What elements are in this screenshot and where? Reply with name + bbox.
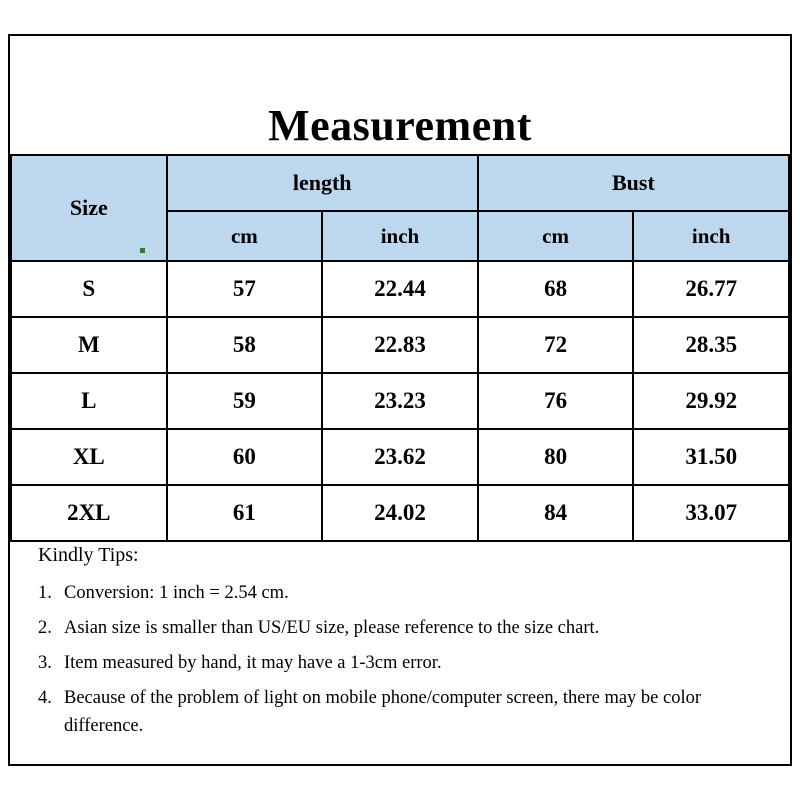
- cell-bust-inch: 33.07: [633, 485, 789, 541]
- table-row: [11, 373, 789, 429]
- list-item: Conversion: 1 inch = 2.54 cm.: [64, 583, 289, 603]
- size-chart-sheet: [8, 34, 792, 766]
- sub-header-bust-cm: cm: [478, 211, 634, 261]
- page-title: Measurement: [11, 96, 789, 155]
- column-header-bust: Bust: [478, 155, 789, 211]
- table-row: [11, 485, 789, 541]
- cell-bust-cm: 68: [478, 261, 634, 317]
- sub-header-length-cm: cm: [167, 211, 323, 261]
- cell-length-cm: 58: [167, 317, 323, 373]
- measurement-table-wrapper: [10, 96, 790, 542]
- cell-length-inch: 23.23: [322, 373, 478, 429]
- cell-size: S: [11, 261, 167, 317]
- cell-size: 2XL: [11, 485, 167, 541]
- cell-bust-inch: 26.77: [633, 261, 789, 317]
- cell-length-cm: 59: [167, 373, 323, 429]
- table-title-row: [11, 96, 789, 155]
- column-header-length: length: [167, 155, 478, 211]
- column-header-size: Size: [11, 155, 167, 261]
- cell-length-cm: 60: [167, 429, 323, 485]
- measurement-table: [10, 96, 790, 542]
- cell-bust-cm: 76: [478, 373, 634, 429]
- table-row: [11, 317, 789, 373]
- cell-length-inch: 22.83: [322, 317, 478, 373]
- list-item: Asian size is smaller than US/EU size, please reference to the size chart.: [64, 617, 600, 638]
- cell-bust-inch: 31.50: [633, 429, 789, 485]
- cell-length-inch: 22.44: [322, 261, 478, 317]
- cell-length-cm: 61: [167, 485, 323, 541]
- cell-size: L: [11, 373, 167, 429]
- list-item: Item measured by hand, it may have a 1-3cm error.: [64, 652, 442, 673]
- cell-size: M: [11, 317, 167, 373]
- cell-length-inch: 24.02: [322, 485, 478, 541]
- table-group-header-row: [11, 155, 789, 211]
- kindly-tips-section: [38, 544, 762, 747]
- table-row: [11, 429, 789, 485]
- table-row: [11, 261, 789, 317]
- cell-bust-inch: 28.35: [633, 317, 789, 373]
- sub-header-bust-inch: inch: [633, 211, 789, 261]
- cell-bust-cm: 84: [478, 485, 634, 541]
- cell-bust-cm: 72: [478, 317, 634, 373]
- green-marker-icon: [140, 248, 145, 253]
- kindly-tips-list: [38, 579, 762, 741]
- cell-bust-inch: 29.92: [633, 373, 789, 429]
- cell-bust-cm: 80: [478, 429, 634, 485]
- list-item: Because of the problem of light on mobile phone/computer screen, there may be color difference.: [64, 687, 702, 737]
- kindly-tips-heading: Kindly Tips:: [38, 544, 139, 566]
- cell-length-inch: 23.62: [322, 429, 478, 485]
- sub-header-length-inch: inch: [322, 211, 478, 261]
- cell-size: XL: [11, 429, 167, 485]
- cell-length-cm: 57: [167, 261, 323, 317]
